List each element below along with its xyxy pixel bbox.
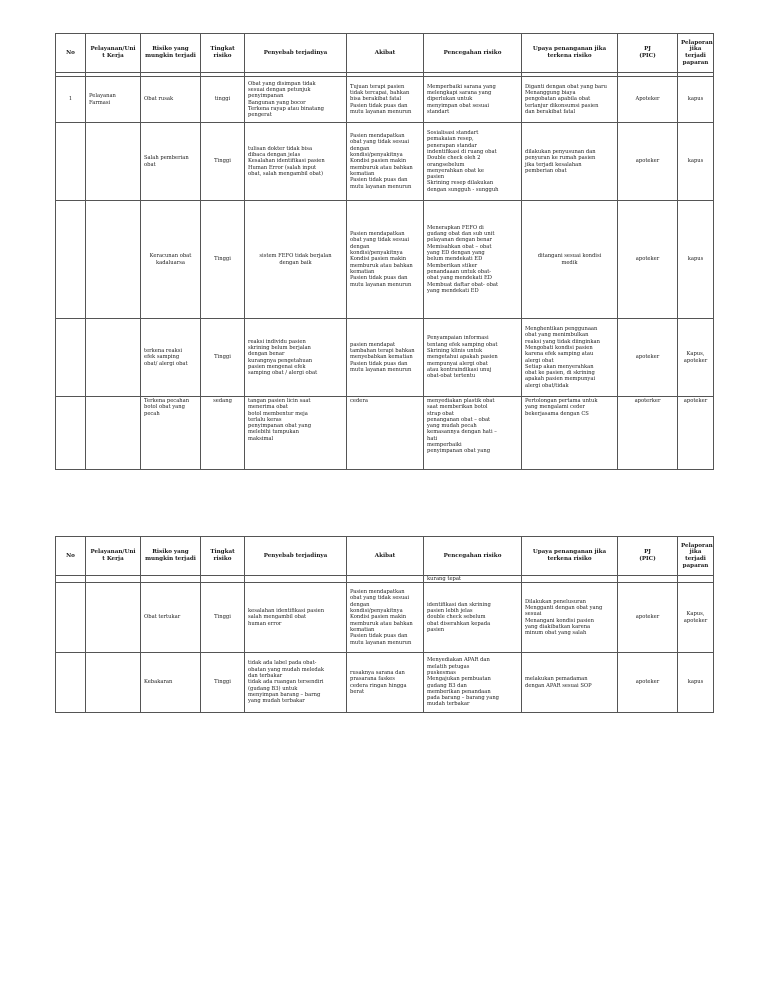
table-row [56,583,714,653]
cell-tingkat: Tinggi [201,201,245,319]
cell-pencegahan: Memperbaiki sarana yang melengkapi sarana yang diperlukan untuk menyimpan obat sesuai standart [424,77,522,123]
cell-unit [86,583,141,653]
cell-upaya: Menghentikan penggunaan obat yang menimbulkan reaksi yang tidak diinginkan Mengobati kondisi pasien karena efek samping atau alergi obat Setiap akan menyerahkan obat ke pasien, di skrining apakah pasien mempunyai alergi obat/tidak [522,319,618,397]
risk-table-1 [55,33,714,470]
cell-akibat: Tujuan terapi pasien tidak tercapai, bahkan bisa berakibat fatal Pasien tidak puas dan mutu layanan menurun [347,77,424,123]
col-header-risiko: Risiko yang mungkin terjadi [141,537,201,576]
cell-akibat: pasien mendapat tambahan terapi bahkan menyebabkan kematian Pasien tidak puas dan mutu layanan menurun [347,319,424,397]
col-header-tingkat: Tingkat risiko [201,34,245,73]
cell-akibat: Pasien mendapatkan obat yang tidak sesuai dengan kondisi/penyakitnya Kondisi pasien makin memburuk atau bahkan kematian Pasien tidak puas dan mutu layanan menurun [347,583,424,653]
col-header-penyebab: Penyebab terjadinya [245,34,347,73]
col-header-pencegahan: Pencegahan risiko [424,537,522,576]
cell-unit [86,123,141,201]
table-row [56,123,714,201]
cell-no [56,653,86,713]
cell-pj: apoteker [618,123,678,201]
cell-pj: apoteker [618,653,678,713]
cell-no [56,319,86,397]
cell-akibat: cedera [347,397,424,470]
cell-upaya: ditangani sesuai kondisi medik [522,201,618,319]
cell-tingkat: sedang [201,397,245,470]
cell-penyebab: tidak ada label pada obat- obatan yang mudah meledak dan terbakar tidak ada ruangan tersendiri (gudang B3) untuk menyimpan barang – barng yang mudah terbakar [245,653,347,713]
cell-penyebab: sistem FEFO tidak berjalan dengan baik [245,201,347,319]
col-header-upaya: Upaya penanganan jika terkena risiko [522,34,618,73]
cell-tingkat: Tinggi [201,583,245,653]
cell-tingkat: Tinggi [201,319,245,397]
cell-risiko: Obat tertukar [141,583,201,653]
cell-risiko: terkena reaksi efek samping obat/ alergi obat [141,319,201,397]
cell-unit [86,201,141,319]
cell-akibat: Pasien mendapatkan obat yang tidak sesuai dengan kondisi/penyakitnya Kondisi pasien makin memburuk atau bahkan kematian Pasien tidak puas dan mutu layanan menurun [347,123,424,201]
col-header-pencegahan: Pencegahan risiko [424,34,522,73]
cell-no [56,201,86,319]
col-header-no: No [56,34,86,73]
col-header-tingkat: Tingkat risiko [201,537,245,576]
cell-upaya: Dilakukan penelusuran Mengganti dengan obat yang sesuai Menangani kondisi pasien yang diakibatkan karena minum obat yang salah [522,583,618,653]
cell-penyebab: reaksi individu pasien skrining belum berjalan dengan benar kurangnya pengetahuan pasien mengenai efek samping obat / alergi obat [245,319,347,397]
col-header-upaya: Upaya penanganan jika terkena risiko [522,537,618,576]
cell-pencegahan: menyediakan plastik obat saat memberikan botol strap obat penanganan obat – obat yang mudah pecah kemasannya dengan hati – hati memperbaiki penyimpanan obat yang [424,397,522,470]
col-header-risiko: Risiko yang mungkin terjadi [141,34,201,73]
cell-risiko: Obat rusak [141,77,201,123]
cell-penyebab: kesalahan identifikasi pasien salah mengambil obat human error [245,583,347,653]
col-header-pj: PJ (PIC) [618,34,678,73]
table-row [56,653,714,713]
cell-akibat: rusaknya sarana dan prasarana faskes cedera ringan hingga berat [347,653,424,713]
cell-pelaporan: apoteker [678,397,714,470]
col-header-akibat: Akibat [347,34,424,73]
cell-unit [86,653,141,713]
cell-no: 1 [56,77,86,123]
cell-pj: apoterker [618,397,678,470]
table-header-row [56,537,714,576]
cell-risiko: Terkena pecahan botol obat yang pecah [141,397,201,470]
col-header-akibat: Akibat [347,537,424,576]
risk-table-2 [55,536,714,713]
cell-pelaporan: kapus [678,123,714,201]
col-header-pelayanan: Pelayanan/Uni t Kerja [86,537,141,576]
cell-no [56,123,86,201]
cell-unit: Pelayanan Farmasi [86,77,141,123]
cell-pencegahan: Sosialisasi standart pemakaian resep, penerapan standar indentifikasi di ruang obat Double check oleh 2 orangsebelum menyerahkan obat ke pasien Skrining resep dilakukan dengan sungguh - sungguh [424,123,522,201]
cell-upaya: melakukan pemadaman dengan APAR sesuai SOP [522,653,618,713]
cell-pj: Apoteker [618,77,678,123]
cell-penyebab: tangan pasien licin saat menerima obat botol membentur meja terlalu keras penyimpanan obat yang melebihi tumpukan maksimal [245,397,347,470]
col-header-pelayanan: Pelayanan/Uni t Kerja [86,34,141,73]
table-row [56,319,714,397]
cell-pencegahan: identifikasi dan skrining pasien lebih jelas double check sebelum obat diserahkan kepada pasien [424,583,522,653]
cell-pj: apoteker [618,201,678,319]
cell-akibat: Pasien mendapatkan obat yang tidak sesuai dengan kondisi/penyakitnya Kondisi pasien makin memburuk atau bahkan kematian Pasien tidak puas dan mutu layanan menurun [347,201,424,319]
col-header-pelaporan: Pelaporan jika terjadi paparan [678,537,714,576]
cell-tingkat: Tinggi [201,653,245,713]
cell-risiko: Keracunan obat kadaluarsa [141,201,201,319]
col-header-penyebab: Penyebab terjadinya [245,537,347,576]
cell-pj: apoteker [618,319,678,397]
continued-text: kurang tepat [424,576,522,583]
cell-pelaporan: kapus [678,653,714,713]
cell-pencegahan: Menerapkan FEFO di gudang obat dan sub unit pelayanan dengan benar Memisahkan obat – obat yang ED dengan yang belum mendekati ED Memberikan stiker penandaaan untuk obat- obat yang mendekati ED Membuat daftar obat- obat yang mendekati ED [424,201,522,319]
cell-risiko: Kebakaran [141,653,201,713]
col-header-pj: PJ (PIC) [618,537,678,576]
cell-penyebab: tulisan dokter tidak bisa dibaca dengan jelas Kesalahan identifikasi pasien Human Error (salah input obat, salah mengambil obat) [245,123,347,201]
cell-penyebab: Obat yang disimpan tidak sesuai dengan petunjuk penyimpanan Bangunan yang bocor Terkena rayap atau binatang pengerat [245,77,347,123]
cell-unit [86,397,141,470]
cell-no [56,397,86,470]
table-row [56,397,714,470]
cell-tingkat: Tinggi [201,123,245,201]
cell-upaya: Diganti dengan obat yang baru Menanggung biaya pengobatan apabila obat terlanjur dikonsumsi pasien dan berakibat fatal [522,77,618,123]
cell-upaya: dilakukan penyusunan dan penyuran ke rumah pasien jika terjadi kesalahan pemberian obat [522,123,618,201]
cell-pelaporan: kapus [678,77,714,123]
col-header-no: No [56,537,86,576]
cell-no [56,583,86,653]
cell-pencegahan: Menyediakan APAR dan melatih petugas puskesmas Mengajukan pembuatan gudang B3 dan memberikan penandaan pada barang – barang yang mudah terbakar [424,653,522,713]
cell-upaya: Pertolongan pertama untuk yang mengalami ceder bekerjasama dengan CS [522,397,618,470]
col-header-pelaporan: Pelaporan jika terjadi paparan [678,34,714,73]
table-row [56,77,714,123]
table-row [56,201,714,319]
cell-tingkat: tinggi [201,77,245,123]
continuation-row [56,576,714,583]
table-header-row [56,34,714,73]
cell-pelaporan: Kapus, apoteker [678,583,714,653]
cell-pj: apoteker [618,583,678,653]
cell-pelaporan: Kapus, apoteker [678,319,714,397]
cell-risiko: Salah pemberian obat [141,123,201,201]
cell-unit [86,319,141,397]
cell-pelaporan: kapus [678,201,714,319]
cell-pencegahan: Penyampaian informasi tentang efek samping obat Skrining klinis untuk mengetahui apakah pasien mempunyai alergi obat atau kontraindikasi unuj obat-obat tertentu [424,319,522,397]
